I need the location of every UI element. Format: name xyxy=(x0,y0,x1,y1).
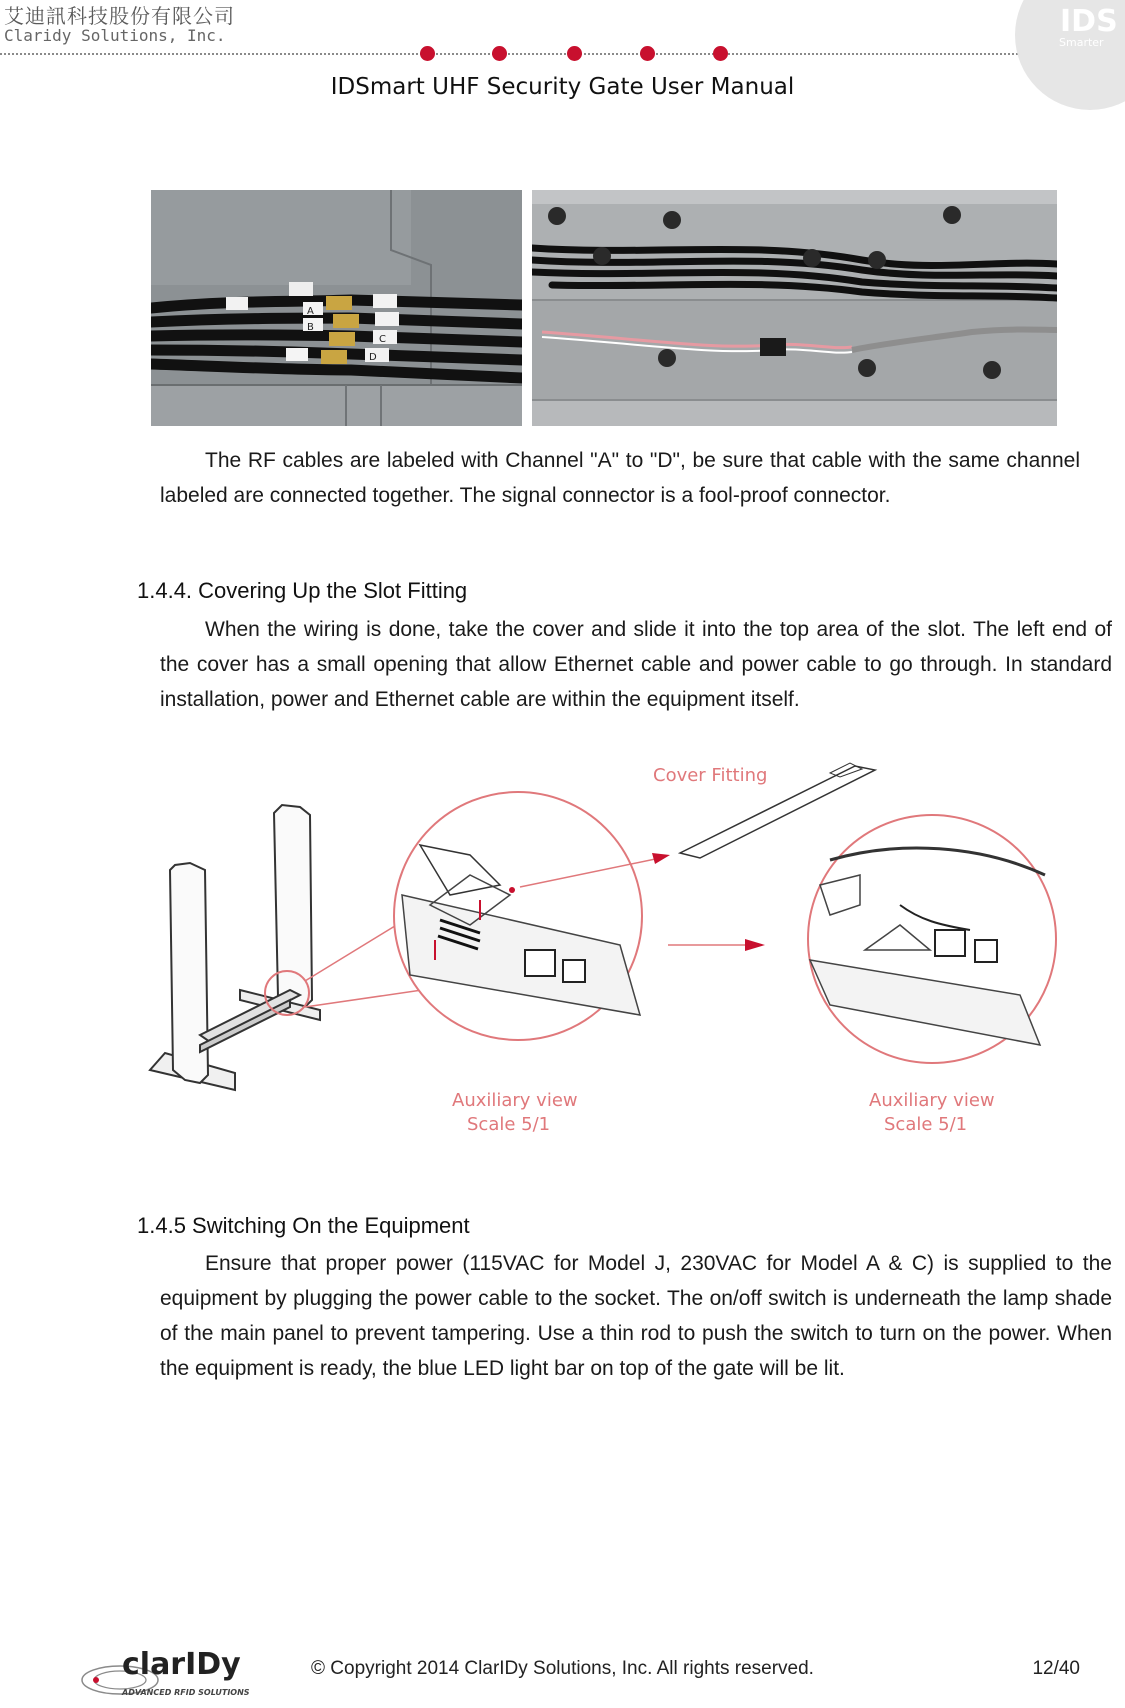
channel-label-a: A xyxy=(307,306,314,317)
rf-cables-text: The RF cables are labeled with Channel "A" to "D", be sure that cable with the same channel labeled are connected together. The signal connector is a fool-proof connector. xyxy=(160,449,1080,507)
header-divider-dot xyxy=(713,46,728,61)
copyright-notice: © Copyright 2014 ClarIDy Solutions, Inc. All rights reserved. xyxy=(311,1658,814,1679)
section-1-4-4-paragraph xyxy=(160,612,1112,717)
section-heading-1-4-4: 1.4.4. Covering Up the Slot Fitting xyxy=(137,578,468,603)
aux-view-left-label: Auxiliary view xyxy=(452,1090,578,1111)
ids-logo-text: IDS xyxy=(1060,4,1118,39)
header-divider-dot xyxy=(420,46,435,61)
company-name-chinese: 艾迪訊科技股份有限公司 xyxy=(4,4,235,28)
section-1-4-4-text: When the wiring is done, take the cover and slide it into the top area of the slot. The left end of the cover has a small opening that allow Ethernet cable and power cable to go through. In standard installation, power and Ethernet cable are within the equipment itself. xyxy=(160,618,1112,711)
aux-view-left-scale: Scale 5/1 xyxy=(467,1114,551,1135)
section-heading-1-4-5: 1.4.5 Switching On the Equipment xyxy=(137,1213,470,1238)
header-divider-dot xyxy=(640,46,655,61)
header-divider xyxy=(0,53,1070,55)
section-1-4-5-paragraph xyxy=(160,1246,1112,1386)
rf-cables-paragraph xyxy=(160,443,1080,513)
aux-view-right-label: Auxiliary view xyxy=(869,1090,995,1111)
footer-logo-text: clarIDy xyxy=(122,1647,241,1682)
header-divider-dot xyxy=(492,46,507,61)
section-1-4-5-text: Ensure that proper power (115VAC for Model J, 230VAC for Model A & C) is supplied to the equipment by plugging the power cable to the socket. The on/off switch is underneath the lamp shade of the main panel to prevent tampering. Use a thin rod to push the switch to turn on the power. When the equipment is ready, the blue LED light bar on top of the gate will be lit. xyxy=(160,1252,1112,1380)
channel-label-b: B xyxy=(307,322,314,333)
signal-connector-photo xyxy=(532,190,1057,426)
aux-view-right-scale: Scale 5/1 xyxy=(884,1114,968,1135)
header-divider-dot xyxy=(567,46,582,61)
channel-label-c: C xyxy=(379,334,386,345)
page-number: 12/40 xyxy=(1032,1658,1080,1679)
ids-logo-subtext: Smarter xyxy=(1059,36,1104,49)
rf-cables-photo xyxy=(151,190,522,426)
footer-logo-tagline: ADVANCED RFID SOLUTIONS xyxy=(122,1688,250,1697)
cover-fitting-label: Cover Fitting xyxy=(653,765,768,786)
document-title: IDSmart UHF Security Gate User Manual xyxy=(330,74,795,100)
channel-label-d: D xyxy=(369,352,377,363)
cover-fitting-diagram xyxy=(140,745,1125,1170)
company-name-english: Claridy Solutions, Inc. xyxy=(4,26,226,45)
